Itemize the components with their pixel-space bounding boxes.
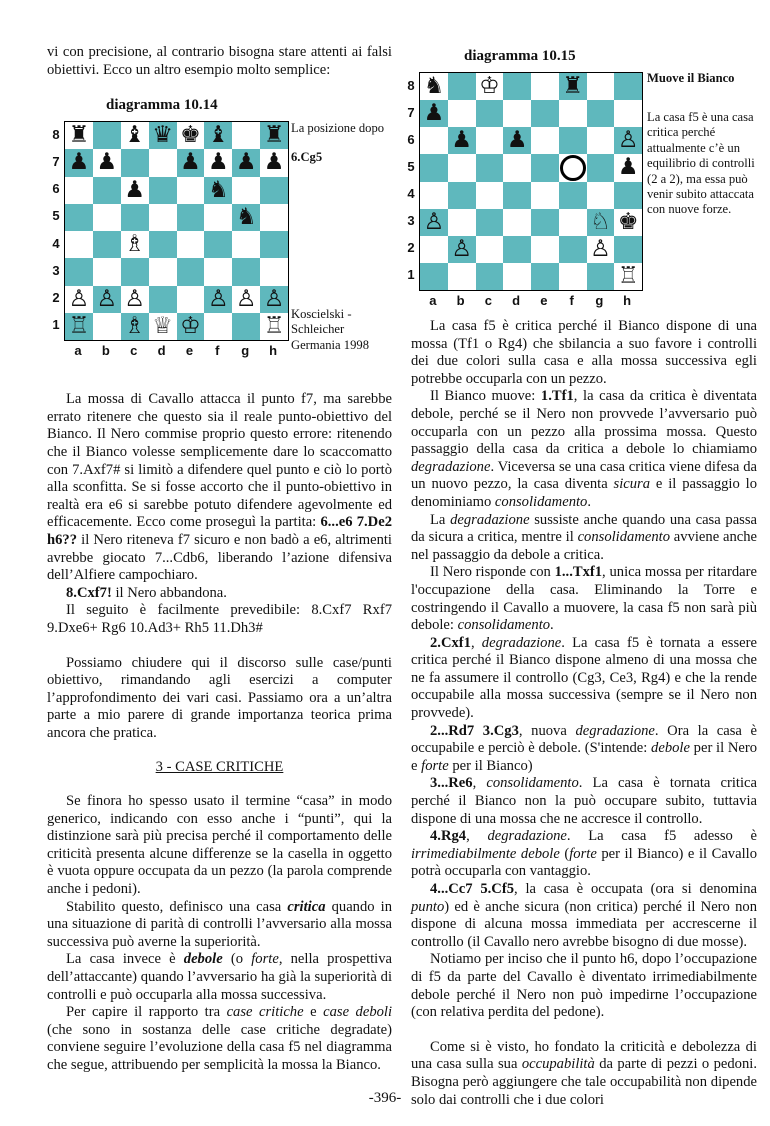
file-label: c xyxy=(484,293,492,308)
board-square-f6 xyxy=(204,177,232,204)
file-label: b xyxy=(101,343,110,358)
white-pawn-icon: ♙ xyxy=(235,285,257,312)
black-pawn-icon: ♟ xyxy=(235,149,257,176)
board-square-e7 xyxy=(177,149,205,176)
rank-label: 4 xyxy=(407,186,415,202)
board-square-g1 xyxy=(232,313,260,340)
paragraph: La casa invece è debole (o forte, nella prospettiva dell’attaccante) quando l’avversario ha già la superiorità di controlli e può occuparla alla mossa successiva. xyxy=(47,951,393,1003)
board-square-d1 xyxy=(149,313,177,340)
chess-board xyxy=(64,121,289,341)
board-square-e4 xyxy=(531,182,559,209)
board-square-a5 xyxy=(65,204,93,231)
board-square-a1 xyxy=(420,263,448,290)
board-square-h7 xyxy=(614,100,642,127)
black-pawn-icon: ♟ xyxy=(180,149,201,176)
board-square-f3 xyxy=(204,258,232,285)
diagram-title: diagramma 10.14 xyxy=(106,97,218,113)
board-square-a6 xyxy=(420,127,448,154)
white-pawn-icon: ♙ xyxy=(617,127,639,154)
white-pawn-icon: ♙ xyxy=(451,235,472,262)
file-label: g xyxy=(241,343,250,358)
black-pawn-icon: ♟ xyxy=(124,176,145,203)
board-square-e6 xyxy=(177,177,205,204)
file-label: e xyxy=(540,293,548,308)
rank-label: 7 xyxy=(407,104,415,120)
black-pawn-icon: ♟ xyxy=(506,127,528,154)
board-square-e3 xyxy=(177,258,205,285)
black-pawn-icon: ♟ xyxy=(617,154,639,181)
board-square-c6 xyxy=(476,127,504,154)
black-pawn-icon: ♟ xyxy=(451,127,472,154)
paragraph: La degradazione sussiste anche quando una casa passa da sicura a critica, mentre il consolidamento avviene anche nel passaggio da debole a critica. xyxy=(411,511,758,563)
white-bishop-icon: ♗ xyxy=(124,231,145,258)
board-square-h6 xyxy=(614,127,642,154)
board-square-e6 xyxy=(531,127,559,154)
board-square-a7 xyxy=(420,100,448,127)
board-square-d6 xyxy=(503,127,531,154)
board-square-f3 xyxy=(559,209,587,236)
board-square-e1 xyxy=(177,313,205,340)
board-square-e8 xyxy=(177,122,205,149)
board-square-g6 xyxy=(587,127,615,154)
board-square-c1 xyxy=(121,313,149,340)
white-pawn-icon: ♙ xyxy=(68,285,90,312)
rank-label: 6 xyxy=(407,131,415,147)
paragraph: 8.Cxf7! il Nero abbandona. xyxy=(66,584,227,601)
board-square-d8 xyxy=(149,122,177,149)
black-queen-icon: ♛ xyxy=(152,122,173,149)
board-square-h4 xyxy=(614,182,642,209)
paragraph: Per capire il rapporto tra case critiche e case deboli (che sono in sostanza delle case critiche degradate) conviene seguire l’evoluzione della casa f5 nel diagramma che segue, attribuendo per semplicità la mossa la Bianco. xyxy=(47,1004,393,1073)
board-square-h5 xyxy=(614,154,642,181)
board-square-a2 xyxy=(65,286,93,313)
file-label: h xyxy=(623,293,632,308)
game-source: Koscielski - Schleicher Germania 1998 xyxy=(291,307,369,352)
rank-label: 6 xyxy=(52,181,60,197)
board-square-b1 xyxy=(448,263,476,290)
board-square-d2 xyxy=(149,286,177,313)
file-label: f xyxy=(215,343,220,358)
board-square-h2 xyxy=(614,236,642,263)
board-square-c8 xyxy=(476,73,504,100)
paragraph: Stabilito questo, definisco una casa critica quando in una situazione di parità di controlli l’avversario alla mossa successiva può averne la superiorità. xyxy=(47,898,393,950)
board-square-a5 xyxy=(420,154,448,181)
board-square-b6 xyxy=(448,127,476,154)
board-square-c3 xyxy=(121,258,149,285)
board-square-b8 xyxy=(448,73,476,100)
board-square-c1 xyxy=(476,263,504,290)
board-square-g1 xyxy=(587,263,615,290)
board-square-b2 xyxy=(93,286,121,313)
intro-text: vi con precisione, al contrario bisogna stare attenti ai falsi obiettivi. Ecco un altro esempio molto semplice: xyxy=(47,44,392,78)
board-square-a4 xyxy=(420,182,448,209)
board-square-g3 xyxy=(587,209,615,236)
board-square-c7 xyxy=(476,100,504,127)
white-rook-icon: ♖ xyxy=(263,312,285,339)
diagram-move: 6.Cg5 xyxy=(291,150,323,164)
board-square-d3 xyxy=(149,258,177,285)
black-rook-icon: ♜ xyxy=(263,122,285,149)
board-square-e8 xyxy=(531,73,559,100)
board-square-c4 xyxy=(476,182,504,209)
board-square-b2 xyxy=(448,236,476,263)
board-square-g4 xyxy=(232,231,260,258)
board-square-h8 xyxy=(614,73,642,100)
board-square-b3 xyxy=(448,209,476,236)
board-square-d7 xyxy=(149,149,177,176)
board-square-c8 xyxy=(121,122,149,149)
board-square-e1 xyxy=(531,263,559,290)
board-square-c5 xyxy=(476,154,504,181)
board-square-d3 xyxy=(503,209,531,236)
board-square-h6 xyxy=(260,177,288,204)
rank-label: 4 xyxy=(52,235,60,251)
board-square-f4 xyxy=(204,231,232,258)
board-square-b4 xyxy=(93,231,121,258)
file-label: a xyxy=(429,293,437,308)
rank-label: 5 xyxy=(52,208,60,224)
paragraph: Notiamo per inciso che il punto h6, dopo l’occupazione di f5 da parte del Cavallo è diventato irrimediabilmente debole perché il Nero non può impedirne l’occupazione (con relativa perdita del pedone). xyxy=(411,951,757,1021)
paragraph: 4.Rg4, degradazione. La casa f5 adesso è irrimediabilmente debole (forte per il Bianco) e il Cavallo potrà occuparla con vantaggio. xyxy=(411,828,757,880)
paragraph: Il Nero risponde con 1...Txf1, unica mossa per ritardare l'occupazione della casa. Eliminando la Torre e costringendo il Cavallo a muovere, la casa f5 non sarà più debole: consolidamento. xyxy=(411,564,757,634)
white-rook-icon: ♖ xyxy=(68,312,90,339)
board-square-h4 xyxy=(260,231,288,258)
board-square-b3 xyxy=(93,258,121,285)
paragraph: 4...Cc7 5.Cf5, la casa è occupata (ora si denomina punto) ed è anche sicura (non critica) perché il Nero non dispone di alcuna mossa immediata per accrescerne il controllo (il Cavallo nero avrebbe bisogno di due mosse). xyxy=(411,881,757,950)
board-square-g4 xyxy=(587,182,615,209)
board-square-d1 xyxy=(503,263,531,290)
board-square-f4 xyxy=(559,182,587,209)
board-square-b7 xyxy=(448,100,476,127)
board-square-a1 xyxy=(65,313,93,340)
rank-label: 8 xyxy=(407,77,415,93)
paragraph: 2...Rd7 3.Cg3, nuova degradazione. Ora la casa è occupabile e perciò è debole. (S'intende: debole per il Nero e forte per il Bianco) xyxy=(411,722,758,774)
section-title: 3 - CASE CRITICHE xyxy=(155,759,284,776)
board-square-e7 xyxy=(531,100,559,127)
board-square-f6 xyxy=(559,127,587,154)
paragraph: 3...Re6, consolidamento. La casa è tornata critica perché il Bianco non la può occupare subito, tuttavia dispone di una mossa che ne accresce il controllo. xyxy=(411,775,757,827)
board-square-g6 xyxy=(232,177,260,204)
paragraph: La mossa di Cavallo attacca il punto f7, ma sarebbe errato ritenere che questo sia il reale punto-obiettivo del Bianco. Il Nero commise proprio questo errore: ritenendo che il Bianco volesse semplicemente dare lo scaccomatto con 7.Axf7# si limitò a difendere quel punto e ciò lo portò alla sconfitta. Se si fosse accorto che il punto-obiettivo in realtà era e6 si sarebbe potuto difendere agevolmente ed efficacemente. Ecco come proseguì la partita: 6...e6 7.De2 h6?? il Nero riteneva f7 sicuro e non badò a e6, altrimenti avrebbe giocato 7...Cdb6, liberando l’azione difensiva dell’Alfiere campochiaro. xyxy=(47,391,392,584)
file-label: a xyxy=(74,343,82,358)
white-pawn-icon: ♙ xyxy=(263,285,285,312)
rank-label: 3 xyxy=(407,213,415,229)
black-bishop-icon: ♝ xyxy=(124,122,145,149)
board-square-d5 xyxy=(149,204,177,231)
board-square-e2 xyxy=(177,286,205,313)
board-square-b5 xyxy=(93,204,121,231)
board-square-e3 xyxy=(531,209,559,236)
white-king-icon: ♔ xyxy=(180,312,201,339)
file-label: b xyxy=(456,293,465,308)
board-square-g8 xyxy=(587,73,615,100)
paragraph: La casa f5 è critica perché il Bianco dispone di una mossa (Tf1 o Rg4) che sbilancia a suo favore i controlli dei due colori sulla casa e alla mossa successiva egli potrebbe occuparla con un pezzo. xyxy=(411,318,757,387)
rank-label: 5 xyxy=(407,158,415,174)
board-square-a6 xyxy=(65,177,93,204)
white-rook-icon: ♖ xyxy=(617,262,639,289)
paragraph: Il Bianco muove: 1.Tf1, la casa da critica è diventata debole, perché se il Nero non provvede l’avversario può occuparla con un pezzo alla prossima mossa. Questo passaggio della casa da critica a debole lo chiamiamo degradazione. Viceversa se una casa critica viene difesa da un nuovo pezzo, la casa diventa sicura e il passaggio lo denominiamo consolidamento. xyxy=(411,388,757,510)
board-square-g5 xyxy=(232,204,260,231)
right-column xyxy=(411,318,757,1109)
board-square-e4 xyxy=(177,231,205,258)
black-pawn-icon: ♟ xyxy=(423,100,445,127)
board-square-b6 xyxy=(93,177,121,204)
white-king-icon: ♔ xyxy=(479,73,500,100)
white-pawn-icon: ♙ xyxy=(96,285,118,312)
board-square-f8 xyxy=(204,122,232,149)
paragraph: Se finora ho spesso usato il termine “casa” in modo generico, indicando con esso anche i “punti”, qui la distinzione sarà più precisa perché il comportamento delle criticità presenta alcune differenze se la casella in oggetto è vuota oppure occupata da un pezzo (la parola comprende anche i pedoni). xyxy=(47,793,392,898)
black-king-icon: ♚ xyxy=(617,208,639,235)
board-square-h8 xyxy=(260,122,288,149)
board-square-f2 xyxy=(204,286,232,313)
board-square-c3 xyxy=(476,209,504,236)
board-square-g7 xyxy=(232,149,260,176)
board-square-h2 xyxy=(260,286,288,313)
file-label: d xyxy=(157,343,166,358)
board-square-c2 xyxy=(121,286,149,313)
file-label: c xyxy=(130,343,138,358)
rank-label: 2 xyxy=(407,240,415,256)
board-square-g2 xyxy=(232,286,260,313)
board-square-a4 xyxy=(65,231,93,258)
board-square-g8 xyxy=(232,122,260,149)
board-square-f1 xyxy=(559,263,587,290)
board-square-f7 xyxy=(559,100,587,127)
board-square-c2 xyxy=(476,236,504,263)
board-square-b4 xyxy=(448,182,476,209)
board-square-d4 xyxy=(503,182,531,209)
board-square-d6 xyxy=(149,177,177,204)
white-pawn-icon: ♙ xyxy=(423,208,445,235)
board-square-g5 xyxy=(587,154,615,181)
board-square-e5 xyxy=(177,204,205,231)
white-knight-icon: ♘ xyxy=(590,208,611,235)
board-square-d4 xyxy=(149,231,177,258)
board-square-a7 xyxy=(65,149,93,176)
board-square-h5 xyxy=(260,204,288,231)
file-label: e xyxy=(185,343,194,358)
white-pawn-icon: ♙ xyxy=(590,235,611,262)
board-square-c6 xyxy=(121,177,149,204)
chess-board xyxy=(419,72,643,291)
rank-label: 7 xyxy=(52,153,60,169)
board-square-b1 xyxy=(93,313,121,340)
board-square-g7 xyxy=(587,100,615,127)
white-pawn-icon: ♙ xyxy=(124,285,145,312)
board-square-f5 xyxy=(204,204,232,231)
board-square-a2 xyxy=(420,236,448,263)
board-square-b7 xyxy=(93,149,121,176)
diagram-caption: Muove il Bianco xyxy=(647,71,735,85)
board-square-b5 xyxy=(448,154,476,181)
board-square-h3 xyxy=(260,258,288,285)
board-square-a8 xyxy=(420,73,448,100)
white-queen-icon: ♕ xyxy=(152,312,173,339)
diagram-description: La casa f5 è una casa critica perché attualmente c’è un equilibrio di controlli (2 a 2), ma essa può venir subito attaccata con nuove forze. xyxy=(647,110,755,217)
board-square-f2 xyxy=(559,236,587,263)
board-square-a3 xyxy=(65,258,93,285)
white-bishop-icon: ♗ xyxy=(124,312,145,339)
black-knight-icon: ♞ xyxy=(208,176,229,203)
rank-label: 2 xyxy=(52,290,60,306)
board-square-c7 xyxy=(121,149,149,176)
paragraph: Possiamo chiudere qui il discorso sulle case/punti obiettivo, rimandando agli esercizi a computer l’approfondimento dei vari casi. Passiamo ora a un’altra parte a mio parere di grande importanza teorica prima ancora che pratica. xyxy=(47,654,392,741)
black-pawn-icon: ♟ xyxy=(208,149,229,176)
paragraph: 2.Cxf1, degradazione. La casa f5 è tornata a essere critica perché il Bianco dispone almeno di una mossa che ne fa assumere il controllo (Cg3, Ce3, Rg4) e che la rende occupabile alla mossa successiva (sempre se il Nero non provvede). xyxy=(411,634,757,722)
rank-label: 8 xyxy=(52,126,60,142)
critical-square-marker xyxy=(560,155,586,181)
board-square-h1 xyxy=(614,263,642,290)
white-pawn-icon: ♙ xyxy=(208,285,229,312)
board-square-d5 xyxy=(503,154,531,181)
black-king-icon: ♚ xyxy=(180,122,201,149)
board-square-f5 xyxy=(559,154,587,181)
file-label: f xyxy=(569,293,574,308)
diagram-caption: La posizione dopo xyxy=(291,121,385,135)
board-square-e5 xyxy=(531,154,559,181)
board-square-c5 xyxy=(121,204,149,231)
board-square-e2 xyxy=(531,236,559,263)
board-square-d2 xyxy=(503,236,531,263)
black-bishop-icon: ♝ xyxy=(208,122,229,149)
board-square-a8 xyxy=(65,122,93,149)
board-square-f7 xyxy=(204,149,232,176)
rank-label: 1 xyxy=(52,317,60,333)
page-number: -396- xyxy=(368,1090,402,1106)
black-pawn-icon: ♟ xyxy=(263,149,285,176)
paragraph: Come si è visto, ho fondato la criticità e debolezza di una casa sulla sua occupabilità da parte di pezzi o pedoni. Bisogna però aggiungere che tale occupabilità non dipende solo dai controlli che i due colori xyxy=(411,1038,757,1108)
board-square-a3 xyxy=(420,209,448,236)
board-square-h7 xyxy=(260,149,288,176)
black-pawn-icon: ♟ xyxy=(96,149,118,176)
board-square-d7 xyxy=(503,100,531,127)
black-rook-icon: ♜ xyxy=(562,73,583,100)
board-square-d8 xyxy=(503,73,531,100)
black-knight-icon: ♞ xyxy=(423,73,445,100)
rank-label: 1 xyxy=(407,267,415,283)
rank-label: 3 xyxy=(52,262,60,278)
diagram-title: diagramma 10.15 xyxy=(464,48,576,64)
board-square-g2 xyxy=(587,236,615,263)
board-square-c4 xyxy=(121,231,149,258)
black-rook-icon: ♜ xyxy=(68,122,90,149)
board-square-h1 xyxy=(260,313,288,340)
file-label: d xyxy=(512,293,521,308)
file-label: h xyxy=(269,343,278,358)
file-label: g xyxy=(595,293,604,308)
board-square-g3 xyxy=(232,258,260,285)
board-square-f1 xyxy=(204,313,232,340)
black-knight-icon: ♞ xyxy=(235,203,257,230)
board-square-f8 xyxy=(559,73,587,100)
board-square-h3 xyxy=(614,209,642,236)
paragraph: Il seguito è facilmente prevedibile: 8.Cxf7 Rxf7 9.Dxe6+ Rg6 10.Ad3+ Rh5 11.Dh3# xyxy=(47,602,392,636)
board-square-b8 xyxy=(93,122,121,149)
black-pawn-icon: ♟ xyxy=(68,149,90,176)
